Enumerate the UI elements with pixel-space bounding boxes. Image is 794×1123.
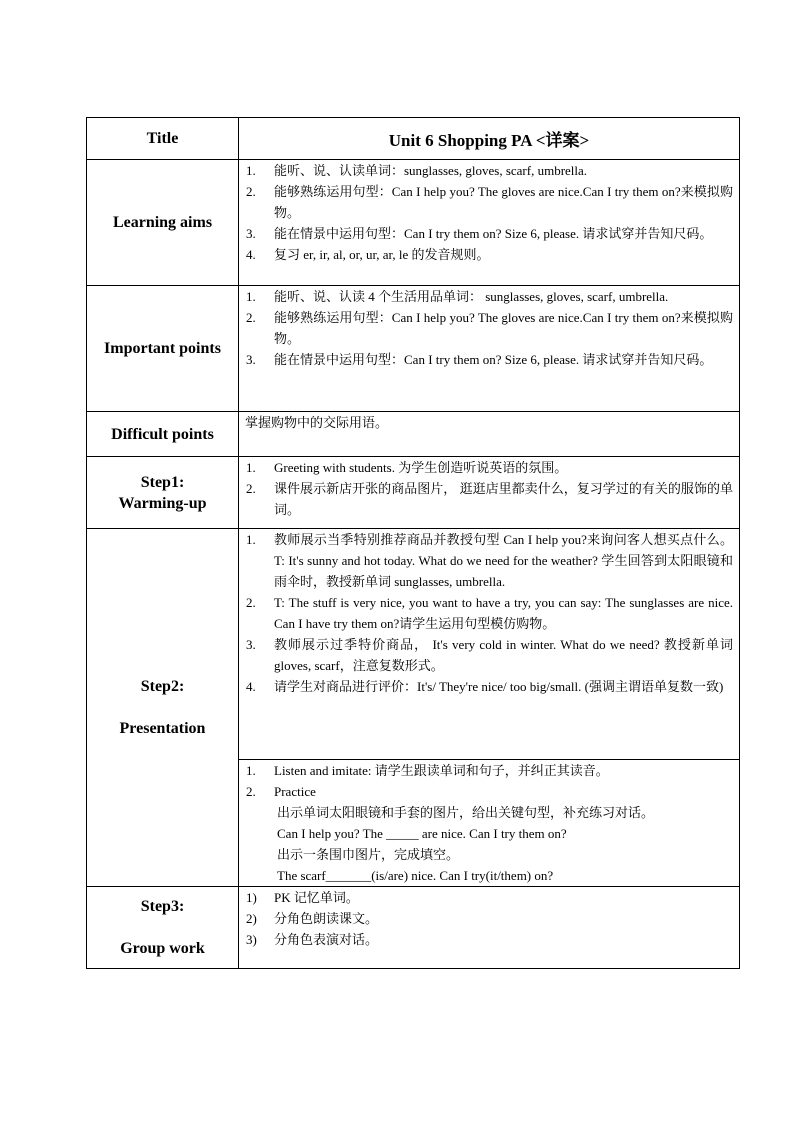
- lesson-title: Unit 6 Shopping PA <详案>: [239, 118, 740, 160]
- list-item: 1. 能听、说、认读单词：sunglasses, gloves, scarf, umbrella.: [246, 163, 588, 178]
- practice-line: Can I help you? The _____ are nice. Can I try them on?: [277, 826, 567, 841]
- list-item: 2) 分角色朗读课文。: [246, 911, 379, 926]
- important-points-label: Important points: [87, 286, 239, 412]
- difficult-points-row: [87, 412, 740, 457]
- list-item: 2. 能够熟练运用句型：Can I help you? The gloves are nice.Can I try them on?来模拟购物。: [246, 310, 733, 346]
- list-item: 3) 分角色表演对话。: [246, 932, 379, 947]
- step3-label: Step3: Group work: [87, 887, 239, 969]
- step1-row: [87, 457, 740, 529]
- title-label: Title: [87, 118, 239, 160]
- list-item: 4. 请学生对商品进行评价：It's/ They're nice/ too big/small. (强调主谓语单复数一致): [246, 679, 724, 694]
- learning-aims-row: [87, 160, 740, 286]
- lesson-plan-table: [86, 117, 740, 969]
- important-points-content: [239, 286, 740, 412]
- practice-line: 出示单词太阳眼镜和手套的图片，给出关键句型，补充练习对话。: [277, 805, 655, 820]
- list-item: 1. 能听、说、认读 4 个生活用品单词： sunglasses, gloves, scarf, umbrella.: [246, 289, 669, 304]
- step1-label: Step1: Warming-up: [87, 457, 239, 529]
- list-item: 2. Practice: [246, 784, 316, 799]
- list-item: 1. 教师展示当季特别推荐商品并教授句型 Can I help you?来询问客人想买点什么。T: It's sunny and hot today. What do we need for the weather? 学生回答到太阳眼镜和雨伞时，教授新单词 sunglasses, umbrella.: [246, 532, 733, 589]
- list-item: 2. T: The stuff is very nice, you want to have a try, you can say: The sunglasses are nice. Can I have try them on?请学生运用句型模仿购物。: [246, 595, 733, 631]
- step2-presentation-content: [239, 529, 740, 760]
- list-item: 3. 能在情景中运用句型：Can I try them on? Size 6, please. 请求试穿并告知尺码。: [246, 226, 713, 241]
- list-item: 1. Listen and imitate: 请学生跟读单词和句子，并纠正其读音。: [246, 763, 609, 778]
- list-item: 2. 课件展示新店开张的商品图片， 逛逛店里都卖什么，复习学过的有关的服饰的单词。: [246, 481, 733, 517]
- learning-aims-label: Learning aims: [87, 160, 239, 286]
- title-row: [87, 118, 740, 160]
- list-item: 4. 复习 er, ir, al, or, ur, ar, le 的发音规则。: [246, 247, 490, 262]
- practice-line: 出示一条围巾图片，完成填空。: [277, 847, 460, 862]
- step2-practice-content: [239, 760, 740, 887]
- list-item: 3. 能在情景中运用句型：Can I try them on? Size 6, please. 请求试穿并告知尺码。: [246, 352, 713, 367]
- important-points-row: [87, 286, 740, 412]
- list-item: 2. 能够熟练运用句型：Can I help you? The gloves are nice.Can I try them on?来模拟购物。: [246, 184, 733, 220]
- list-item: 3. 教师展示过季特价商品， It's very cold in winter. What do we need? 教授新单词 gloves, scarf，注意复数形式。: [246, 637, 733, 673]
- list-item: 1) PK 记忆单词。: [246, 890, 359, 905]
- step3-content: [239, 887, 740, 969]
- step3-row: [87, 887, 740, 969]
- step1-content: [239, 457, 740, 529]
- difficult-points-content: 掌握购物中的交际用语。: [239, 412, 740, 457]
- step2-row: [87, 529, 740, 760]
- step2-label: Step2: Presentation: [87, 529, 239, 887]
- practice-line: The scarf_______(is/are) nice. Can I try(it/them) on?: [277, 868, 554, 883]
- list-item: 1. Greeting with students. 为学生创造听说英语的氛围。: [246, 460, 568, 475]
- learning-aims-content: [239, 160, 740, 286]
- difficult-points-label: Difficult points: [87, 412, 239, 457]
